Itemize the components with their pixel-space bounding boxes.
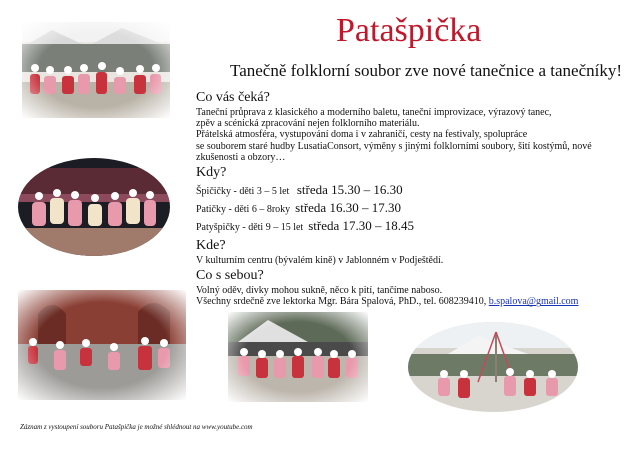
contact-line — [196, 296, 628, 307]
heading-what: Co vás čeká? — [196, 90, 270, 105]
email-link[interactable]: b.spalova@gmail.com — [488, 296, 579, 308]
schedule-group: Patyšpičky - děti 9 – 15 let — [196, 222, 304, 234]
page-subtitle: Tanečně folklorní soubor zve nové tanečnice a tanečníky! — [230, 61, 622, 80]
what-line: Taneční průprava z klasického a moderního baletu, taneční improvizace, výrazový tanec, — [196, 107, 552, 118]
schedule-row — [196, 200, 628, 218]
what-line: zkušenosti a obzory… — [196, 151, 286, 163]
bring-line: Volný oděv, dívky mohou sukně, něco k pití, tančíme naboso. — [196, 285, 443, 297]
photo-dancers-stage — [228, 312, 368, 402]
schedule-time: středa 15.30 – 16.30 — [296, 182, 403, 198]
what-line: zpěv a scénická zpracování nejen folklorního materiálu. — [196, 118, 420, 130]
photo-dancers-hall — [18, 158, 170, 256]
schedule-time: středa 16.30 – 17.30 — [295, 200, 401, 216]
schedule-row — [196, 182, 628, 200]
main-content — [196, 88, 628, 308]
heading-bring: Co s sebou? — [196, 268, 264, 284]
photo-dancers-tent — [22, 22, 170, 118]
heading-where: Kde? — [196, 238, 226, 254]
schedule-group: Špičičky - děti 3 – 5 let — [196, 186, 290, 198]
what-paragraph — [196, 107, 628, 163]
schedule-time: středa 17.30 – 18.45 — [308, 218, 415, 234]
schedule-group: Patičky - děti 6 – 8roky — [196, 204, 291, 216]
contact-text: Všechny srdečně zve lektorka Mgr. Bára Spalová, PhD., tel. 608239410, — [196, 296, 489, 308]
photo-dancers-festival — [408, 322, 578, 412]
footer-note: Záznam z vystoupení souboru Patašpička je možné shlédnout na www.youtube.com — [20, 423, 253, 431]
what-line: Přátelská atmosféra, vystupování doma i v zahraničí, cesty na festivaly, spolupráce — [196, 129, 528, 141]
schedule-row — [196, 218, 628, 236]
page-title: Patašpička — [336, 12, 482, 49]
what-line: se souborem staré hudby LusatiaConsort, výměny s jinými folklorními soubory, šití kostýmů, nové — [196, 140, 592, 152]
heading-when: Kdy? — [196, 165, 227, 181]
where-line: V kulturním centru (bývalém kině) v Jablonném v Podještědí. — [196, 255, 444, 267]
photo-dancers-church — [18, 290, 186, 400]
